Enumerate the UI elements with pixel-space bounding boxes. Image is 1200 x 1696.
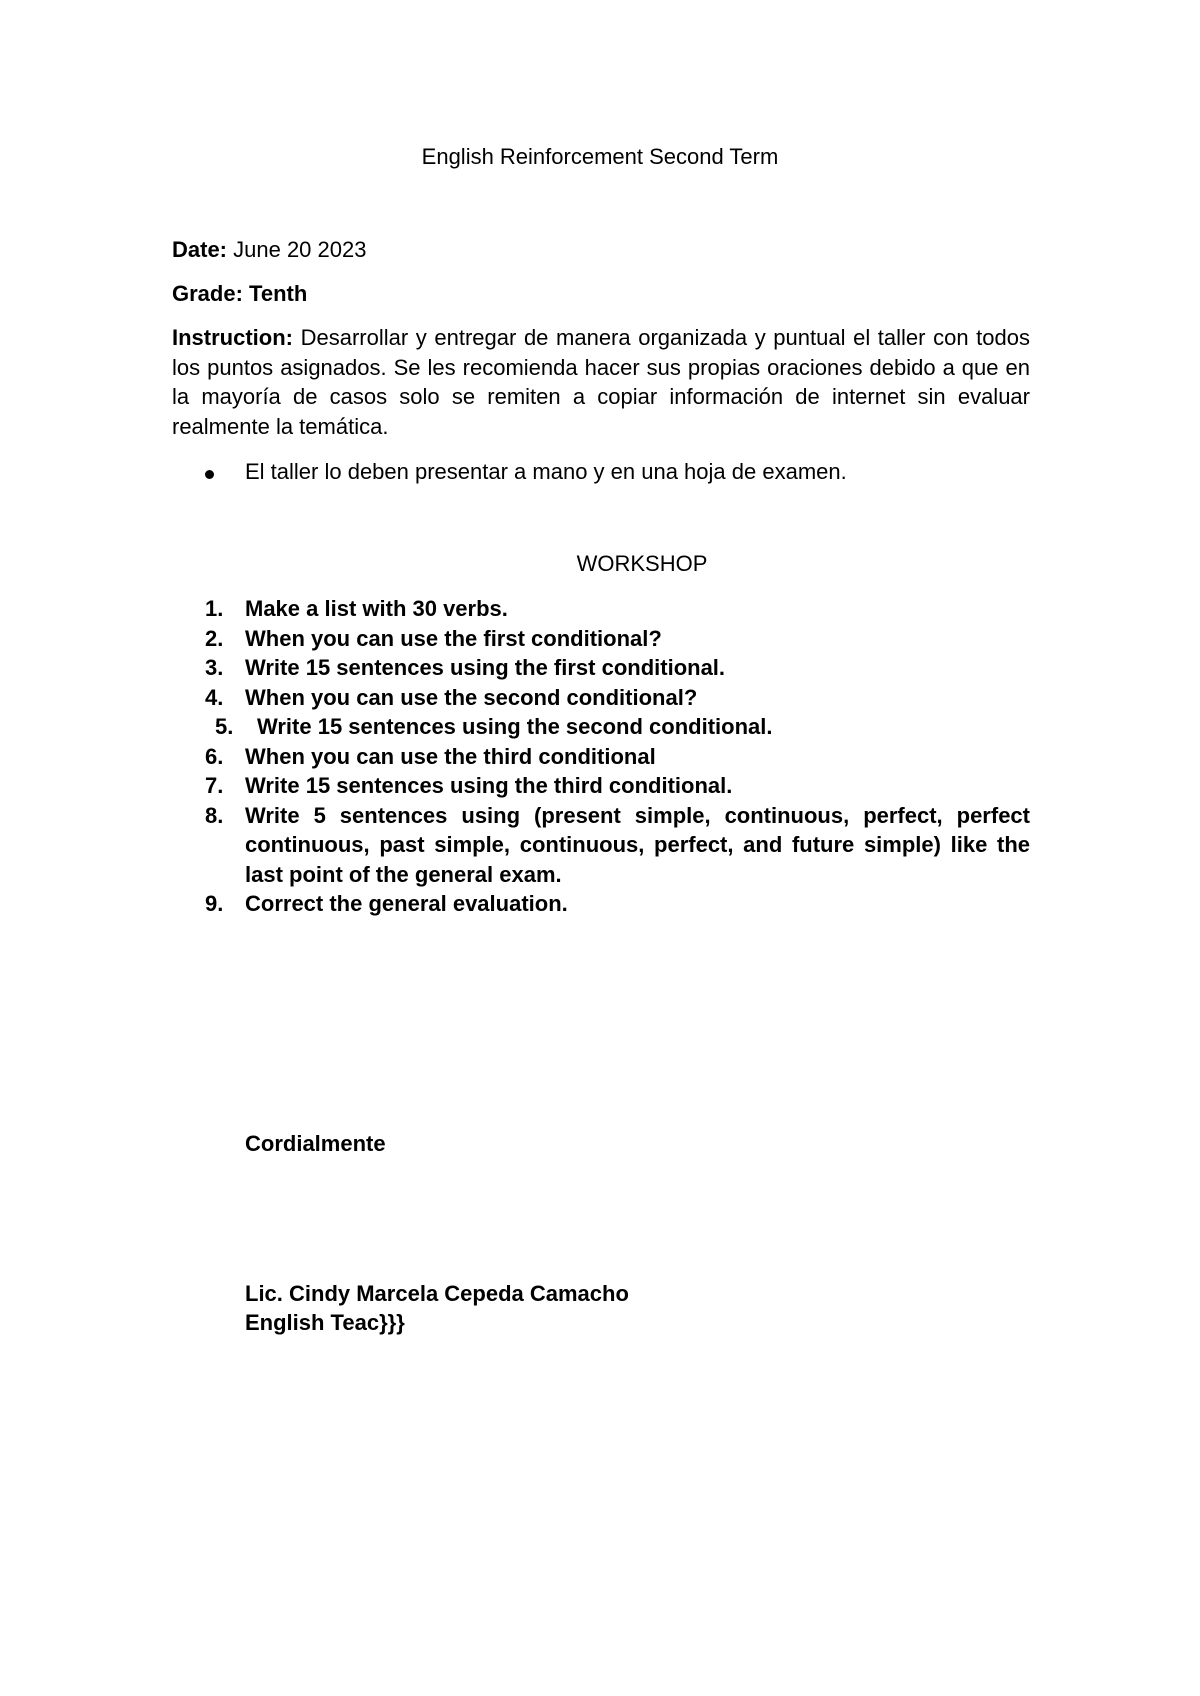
list-item-text: Write 15 sentences using the third conditional. — [245, 773, 733, 798]
instruction-paragraph — [172, 323, 1030, 441]
list-item-number: 7. — [205, 773, 224, 798]
list-item-text: When you can use the second conditional? — [245, 684, 698, 710]
list-item — [205, 889, 1030, 919]
bullet-text: El taller lo deben presentar a mano y en una hoja de examen. — [245, 459, 847, 484]
list-item-number: 6. — [205, 743, 224, 769]
date-value: June 20 2023 — [227, 237, 367, 262]
list-item — [205, 712, 1030, 742]
list-item-number: 9. — [205, 891, 224, 916]
date-label: Date: — [172, 237, 228, 262]
workshop-list — [205, 594, 1030, 919]
list-item — [205, 801, 1030, 890]
list-item-text: Write 15 sentences using the first conditional. — [245, 655, 726, 680]
list-item — [205, 771, 1030, 801]
date-line — [172, 235, 1030, 264]
signature-name: Lic. Cindy Marcela Cepeda Camacho — [245, 1281, 629, 1306]
list-item — [205, 683, 1030, 713]
list-item-number: 4. — [205, 684, 224, 710]
list-item-text: Write 5 sentences using (present simple, continuous, perfect, perfect continuous, past simple, continuous, perfect, and future simple) like the last point of the general exam. — [245, 802, 1030, 887]
bullet-dot-icon — [205, 470, 214, 479]
list-item — [205, 653, 1030, 683]
list-item-text: Write 15 sentences using the second conditional. — [257, 714, 773, 739]
instruction-label: Instruction: — [172, 325, 293, 350]
instruction-text: Desarrollar y entregar de manera organizada y puntual el taller con todos los puntos asignados. Se les recomienda hacer sus propias oraciones debido a que en la mayoría de casos solo se remiten a copiar información de internet sin evaluar realmente la temática. — [172, 325, 1030, 439]
list-item — [205, 742, 1030, 772]
list-item-number: 3. — [205, 655, 224, 680]
signature-block — [245, 1279, 629, 1337]
list-item-text: When you can use the third conditional — [245, 743, 656, 769]
grade-line — [172, 279, 1030, 308]
list-item-text: Correct the general evaluation. — [245, 891, 568, 916]
list-item-text: Make a list with 30 verbs. — [245, 596, 508, 621]
closing-text: Cordialmente — [245, 1131, 386, 1156]
list-item-number: 8. — [205, 802, 224, 828]
list-item — [205, 624, 1030, 654]
workshop-heading: WORKSHOP — [576, 551, 708, 576]
list-item-number: 2. — [205, 625, 224, 651]
list-item-text: When you can use the first conditional? — [245, 625, 662, 651]
list-item — [205, 594, 1030, 624]
document-title: English Reinforcement Second Term — [421, 144, 779, 169]
signature-role: English Teac}}} — [245, 1310, 405, 1335]
grade-label: Grade: Tenth — [172, 281, 308, 306]
list-item-number: 1. — [205, 596, 224, 621]
list-item-number: 5. — [215, 714, 234, 739]
